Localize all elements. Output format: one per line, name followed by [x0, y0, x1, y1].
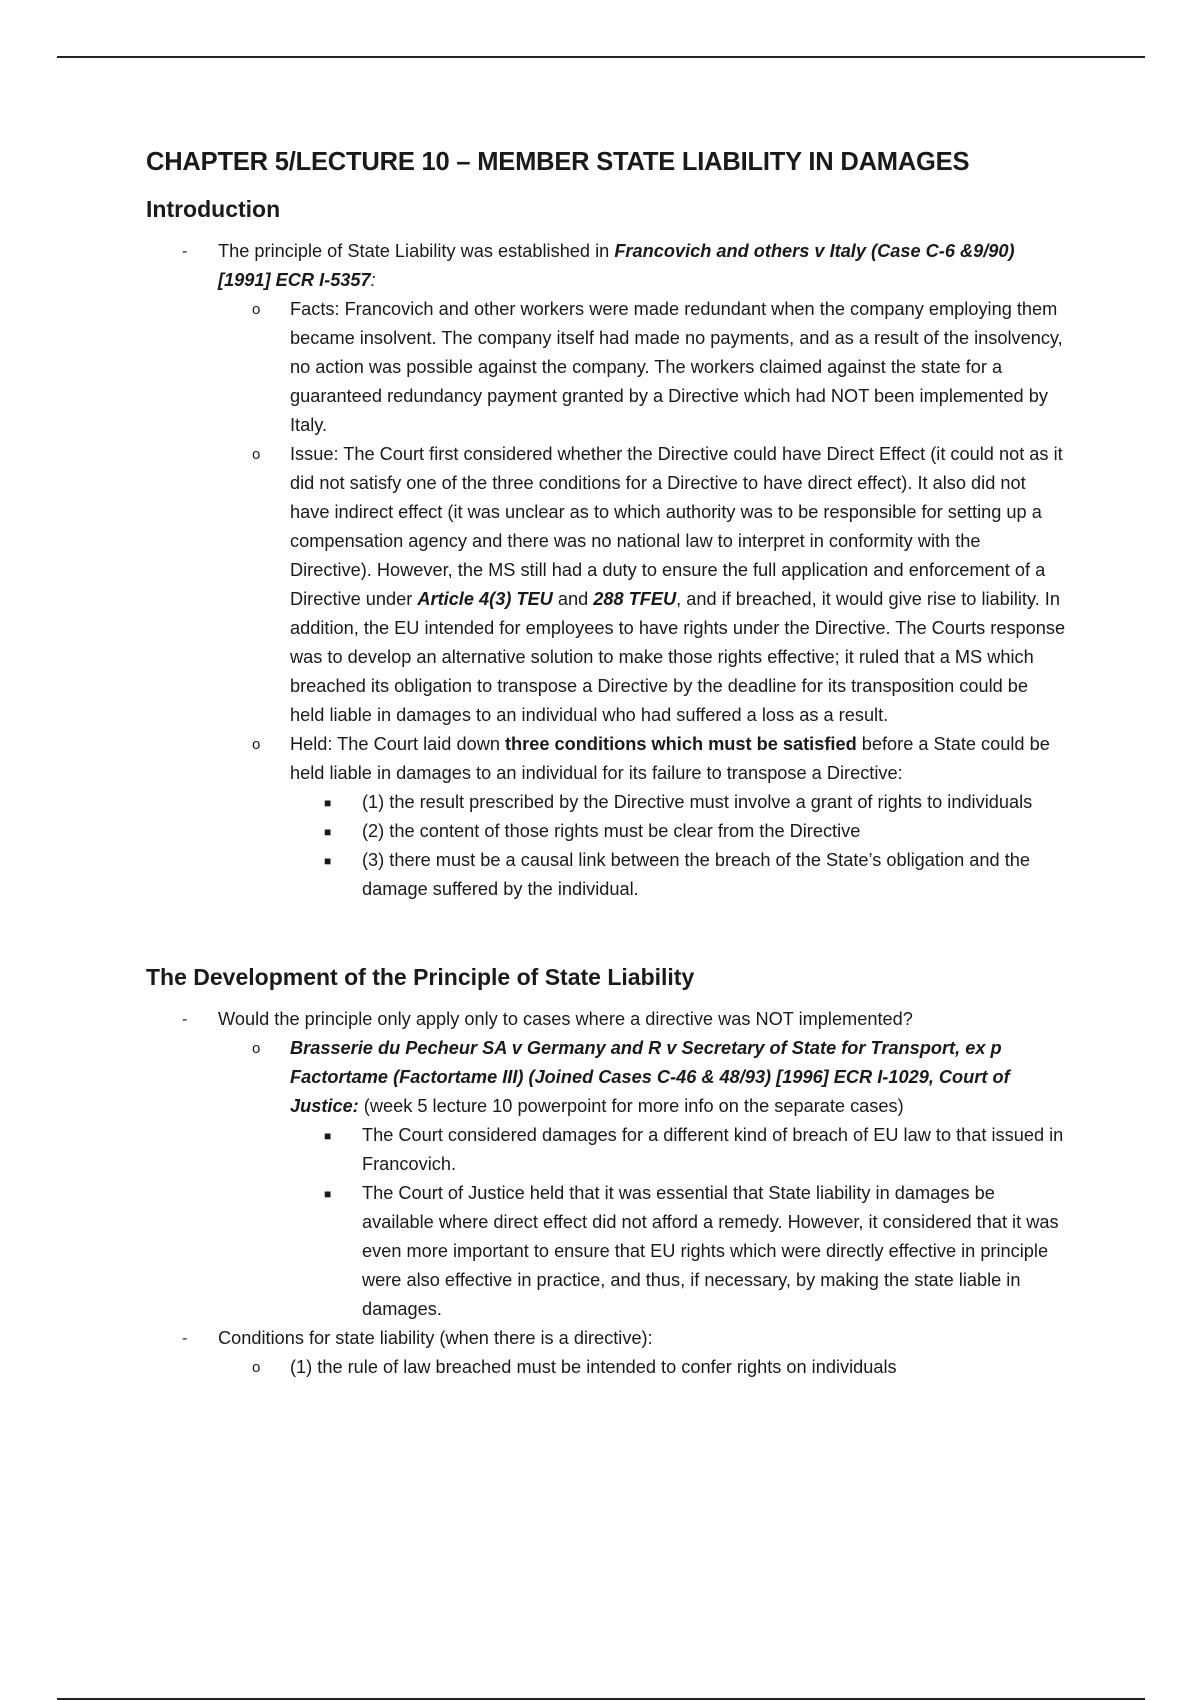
sub-list: [218, 295, 1066, 904]
point-item: ■ The Court of Justice held that it was essential that State liability in damages be available where direct effect did not afford a remedy. However, it considered that it was even more important to ensure that EU rights which were directly effective in principle were also effective in practice, and thus, if necessary, by making the state liable in damages.: [290, 1179, 1066, 1324]
list-item-facts: o Facts: Francovich and other workers were made redundant when the company employing them became insolvent. The company itself had made no payments, and as a result of the insolvency, no action was possible against the company. The workers claimed against the state for a guaranteed redundancy payment granted by a Directive which had NOT been implemented by Italy.: [218, 295, 1066, 440]
circle-bullet: o: [252, 736, 261, 753]
circle-bullet: o: [252, 301, 261, 318]
list-item: - Would the principle only apply only to cases where a directive was NOT implemented? o Brasserie du Pecheur SA v Germany and R v Secretary of State for Transport, ex p Factortame (Factortame III) (Joined Cases C-46 & 48/93) [1996] ECR I-1029, Court of Justice: (week 5 lecture 10 powerpoint for more info on the separate cases) ■ The Court considered damages for a different kind of breach of EU law to that issued in Francovich. ■ The Court of Justice held that it was essential that State liability in damages be available where direct effect did not afford a remedy. However, it considered that it was even more important to ensure that EU rights which were directly effective in principle were also effective in practice, and thus, if necessary, by making the state liable in damages.: [146, 1005, 1066, 1324]
condition-item: o (1) the rule of law breached must be intended to confer rights on individuals: [218, 1353, 1066, 1382]
circle-bullet: o: [252, 1359, 261, 1376]
development-list: [146, 1005, 1066, 1382]
section-heading-development: The Development of the Principle of State Liability: [146, 964, 695, 990]
square-bullet: ■: [324, 825, 332, 839]
square-bullet: ■: [324, 1187, 332, 1201]
circle-bullet: o: [252, 1040, 261, 1057]
case-points-list: [290, 1121, 1066, 1324]
intro-list: [146, 237, 1066, 904]
page-title: CHAPTER 5/LECTURE 10 – MEMBER STATE LIABILITY IN DAMAGES: [146, 148, 970, 176]
list-item: - The principle of State Liability was established in Francovich and others v Italy (Case C-6 &9/90) [1991] ECR I-5357: o Facts: Francovich and other workers were made redundant when the company employing them became insolvent. The company itself had made no payments, and as a result of the insolvency, no action was possible against the company. The workers claimed against the state for a guaranteed redundancy payment granted by a Directive which had NOT been implemented by Italy. o Issue: The Court first considered whether the Directive could have Direct Effect (it could not as it did not satisfy one of the three conditions for a Directive to have direct effect). It also did not have indirect effect (it was unclear as to which authority was to be responsible for setting up a compensation agency and there was no national law to interpret in conformity with the Directive). However, the MS still had a duty to ensure the full application and enforcement of a Directive under Article 4(3) TEU and 288 TFEU, and if breached, it would give rise to liability. In addition, the EU intended for employees to have rights under the Directive. The Courts response was to develop an alternative solution to make those rights effective; it ruled that a MS which breached its obligation to transpose a Directive by the deadline for its transposition could be held liable in damages to an individual who had suffered a loss as a result. o Held: The Court laid down three conditions which must be satisfied before a State could be held liable in damages to an individual for its failure to transpose a Directive: ■ (1) the result prescribed by the Directive must involve a grant of rights to individuals ■ (2) the content of those rights must be clear from the Directive ■ (3) there must be a causal link between the breach of the State’s obligation and the damage suffered by the individual.: [146, 237, 1066, 904]
dash-bullet: -: [182, 1011, 188, 1028]
top-rule: [57, 56, 1145, 58]
circle-bullet: o: [252, 446, 261, 463]
section-heading-introduction: Introduction: [146, 196, 281, 222]
case-citation: Francovich and others v Italy (Case C-6 &9/90) [1991] ECR I-5357: [218, 241, 1015, 290]
dash-bullet: -: [182, 1330, 188, 1347]
square-bullet: ■: [324, 854, 332, 868]
dash-bullet: -: [182, 243, 188, 260]
case-citation: Brasserie du Pecheur SA v Germany and R v Secretary of State for Transport, ex p Factortame (Factortame III) (Joined Cases C-46 & 48/93) [1996] ECR I-1029, Court of Justice:: [290, 1038, 1010, 1116]
sub-list: [218, 1353, 1066, 1382]
condition-item: ■ (1) the result prescribed by the Directive must involve a grant of rights to individuals: [290, 788, 1066, 817]
point-item: ■ The Court considered damages for a different kind of breach of EU law to that issued in Francovich.: [290, 1121, 1066, 1179]
sub-list: [218, 1034, 1066, 1324]
square-bullet: ■: [324, 1129, 332, 1143]
square-bullet: ■: [324, 796, 332, 810]
document-body: [146, 148, 1066, 1382]
condition-item: ■ (2) the content of those rights must be clear from the Directive: [290, 817, 1066, 846]
article-citation: 288 TFEU: [593, 589, 677, 609]
conditions-list: [290, 788, 1066, 904]
list-item-held: o Held: The Court laid down three conditions which must be satisfied before a State could be held liable in damages to an individual for its failure to transpose a Directive: ■ (1) the result prescribed by the Directive must involve a grant of rights to individuals ■ (2) the content of those rights must be clear from the Directive ■ (3) there must be a causal link between the breach of the State’s obligation and the damage suffered by the individual.: [218, 730, 1066, 904]
article-citation: Article 4(3) TEU: [417, 589, 553, 609]
list-item: - Conditions for state liability (when there is a directive): o (1) the rule of law breached must be intended to confer rights on individuals: [146, 1324, 1066, 1382]
list-item-issue: o Issue: The Court first considered whether the Directive could have Direct Effect (it could not as it did not satisfy one of the three conditions for a Directive to have direct effect). It also did not have indirect effect (it was unclear as to which authority was to be responsible for setting up a compensation agency and there was no national law to interpret in conformity with the Directive). However, the MS still had a duty to ensure the full application and enforcement of a Directive under Article 4(3) TEU and 288 TFEU, and if breached, it would give rise to liability. In addition, the EU intended for employees to have rights under the Directive. The Courts response was to develop an alternative solution to make those rights effective; it ruled that a MS which breached its obligation to transpose a Directive by the deadline for its transposition could be held liable in damages to an individual who had suffered a loss as a result.: [218, 440, 1066, 730]
list-item-case: o Brasserie du Pecheur SA v Germany and R v Secretary of State for Transport, ex p Factortame (Factortame III) (Joined Cases C-46 & 48/93) [1996] ECR I-1029, Court of Justice: (week 5 lecture 10 powerpoint for more info on the separate cases) ■ The Court considered damages for a different kind of breach of EU law to that issued in Francovich. ■ The Court of Justice held that it was essential that State liability in damages be available where direct effect did not afford a remedy. However, it considered that it was even more important to ensure that EU rights which were directly effective in principle were also effective in practice, and thus, if necessary, by making the state liable in damages.: [218, 1034, 1066, 1324]
condition-item: ■ (3) there must be a causal link between the breach of the State’s obligation and the damage suffered by the individual.: [290, 846, 1066, 904]
